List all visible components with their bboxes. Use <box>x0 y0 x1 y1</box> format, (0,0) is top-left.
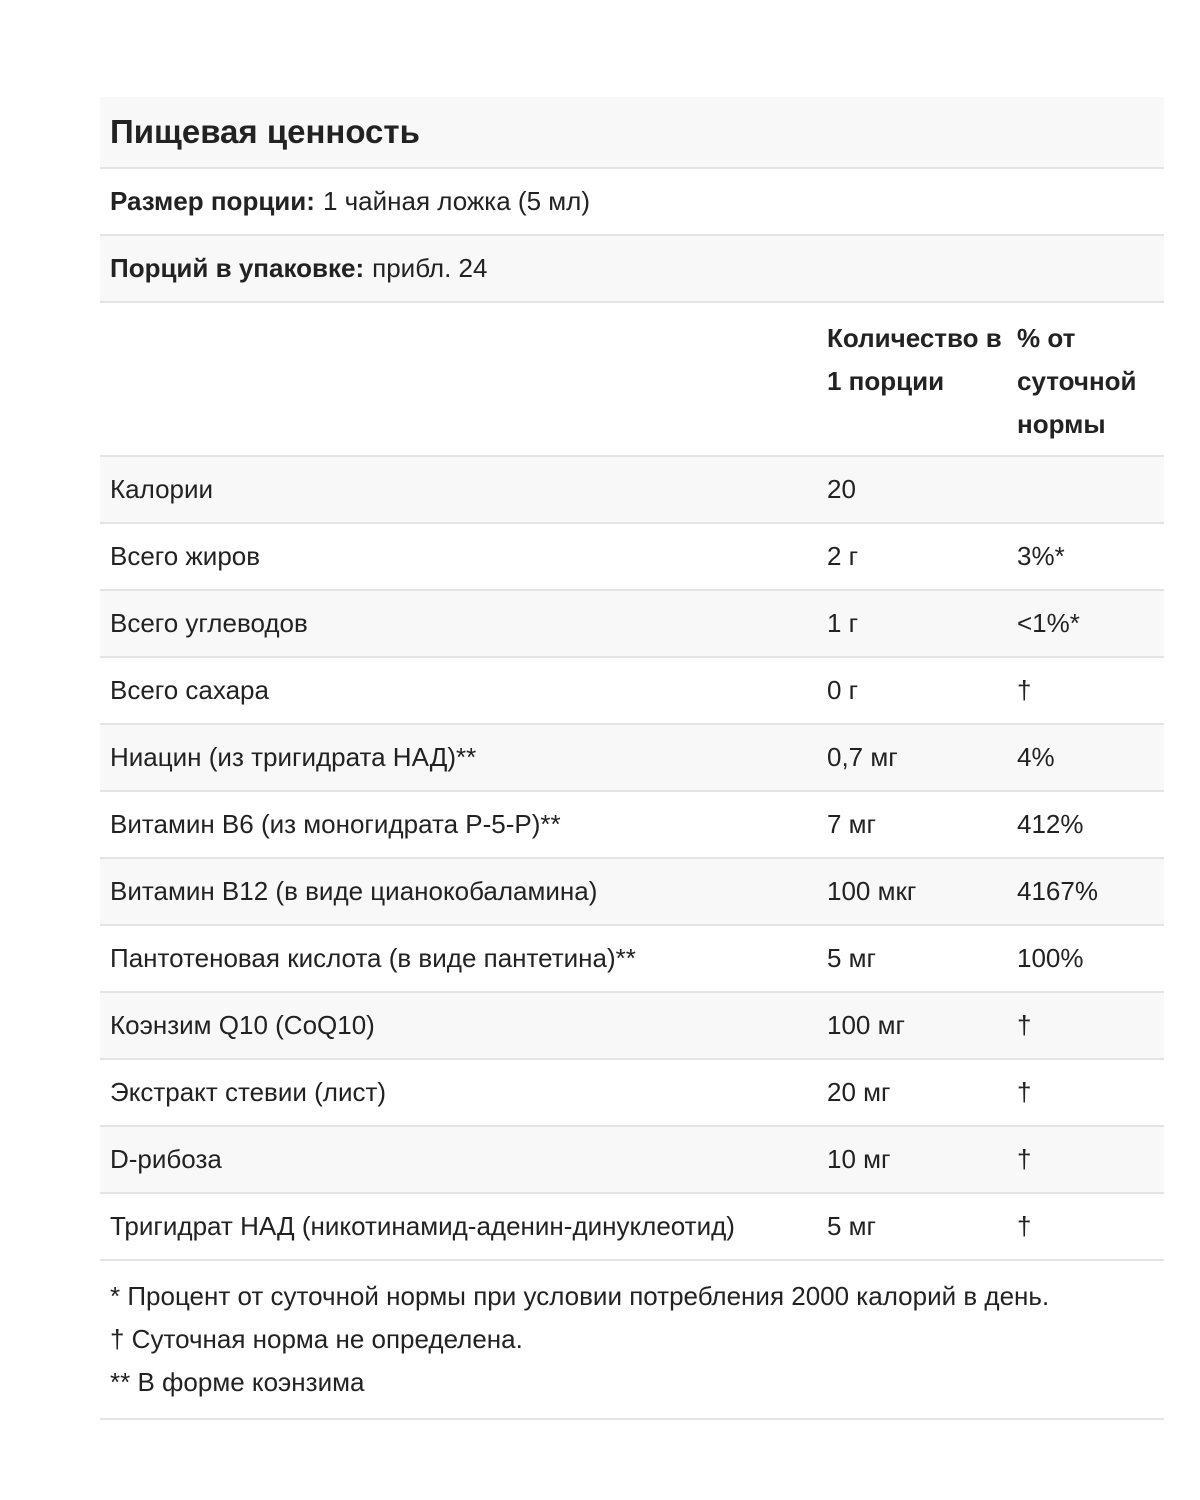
nutrient-amount: 100 мг <box>827 1010 905 1040</box>
nutrient-amount: 0 г <box>827 675 859 705</box>
nutrient-daily-value: 412% <box>1017 809 1084 839</box>
table-row <box>100 859 1164 926</box>
nutrient-amount: 5 мг <box>827 1211 877 1241</box>
serving-size-row <box>100 169 1164 236</box>
nutrient-name: Коэнзим Q10 (CoQ10) <box>110 1010 375 1040</box>
servings-per-container-row <box>100 236 1164 303</box>
nutrient-daily-value: † <box>1017 1077 1032 1107</box>
nutrient-name: Экстракт стевии (лист) <box>110 1077 387 1107</box>
nutrient-daily-value: † <box>1017 675 1032 705</box>
nutrient-list <box>100 457 1164 1261</box>
nutrient-amount: 20 мг <box>827 1077 891 1107</box>
nutrient-daily-value: 4% <box>1017 742 1055 772</box>
table-title: Пищевая ценность <box>110 113 420 150</box>
footnote-coenzyme: ** В форме коэнзима <box>110 1367 365 1397</box>
nutrition-facts-table <box>100 97 1164 1420</box>
column-header-row <box>100 303 1164 457</box>
table-row <box>100 993 1164 1060</box>
table-row <box>100 658 1164 725</box>
table-row <box>100 1060 1164 1127</box>
table-row <box>100 591 1164 658</box>
nutrient-name: Калории <box>110 474 214 504</box>
nutrient-amount: 100 мкг <box>827 876 917 906</box>
nutrient-name: D-рибоза <box>110 1144 222 1174</box>
table-row <box>100 1127 1164 1194</box>
footnote-daily-value: * Процент от суточной нормы при условии потребления 2000 калорий в день. <box>110 1281 1050 1311</box>
nutrient-daily-value: † <box>1017 1144 1032 1174</box>
nutrient-daily-value: <1%* <box>1017 608 1080 638</box>
nutrient-name: Всего жиров <box>110 541 261 571</box>
servings-per-container-label: Порций в упаковке: <box>110 253 365 283</box>
nutrient-amount: 2 г <box>827 541 859 571</box>
serving-size-label: Размер порции: <box>110 186 315 216</box>
table-row <box>100 524 1164 591</box>
table-row <box>100 457 1164 524</box>
nutrient-name: Витамин B6 (из моногидрата P-5-P)** <box>110 809 561 839</box>
footnotes <box>100 1261 1164 1420</box>
nutrient-name: Тригидрат НАД (никотинамид-аденин-динуклеотид) <box>110 1211 735 1241</box>
nutrient-daily-value: 4167% <box>1017 876 1098 906</box>
table-row <box>100 926 1164 993</box>
header-daily-value: % от суточной нормы <box>1017 323 1137 439</box>
nutrient-daily-value: † <box>1017 1211 1032 1241</box>
nutrient-amount: 7 мг <box>827 809 877 839</box>
nutrient-amount: 0,7 мг <box>827 742 898 772</box>
servings-per-container-value: прибл. 24 <box>372 253 488 283</box>
nutrient-name: Всего сахара <box>110 675 269 705</box>
nutrient-name: Всего углеводов <box>110 608 308 638</box>
nutrient-daily-value: 100% <box>1017 943 1084 973</box>
table-row <box>100 792 1164 859</box>
nutrient-name: Ниацин (из тригидрата НАД)** <box>110 742 477 772</box>
nutrient-amount: 1 г <box>827 608 859 638</box>
nutrient-daily-value: † <box>1017 1010 1032 1040</box>
nutrient-name: Пантотеновая кислота (в виде пантетина)** <box>110 943 636 973</box>
nutrient-amount: 10 мг <box>827 1144 891 1174</box>
title-row <box>100 97 1164 169</box>
nutrient-name: Витамин B12 (в виде цианокобаламина) <box>110 876 598 906</box>
nutrient-daily-value: 3%* <box>1017 541 1065 571</box>
nutrient-amount: 5 мг <box>827 943 877 973</box>
table-row <box>100 725 1164 792</box>
table-row <box>100 1194 1164 1261</box>
serving-size-value: 1 чайная ложка (5 мл) <box>322 186 590 216</box>
nutrient-amount: 20 <box>827 474 856 504</box>
header-amount: Количество в 1 порции <box>827 323 1002 396</box>
footnote-not-established: † Суточная норма не определена. <box>110 1324 523 1354</box>
